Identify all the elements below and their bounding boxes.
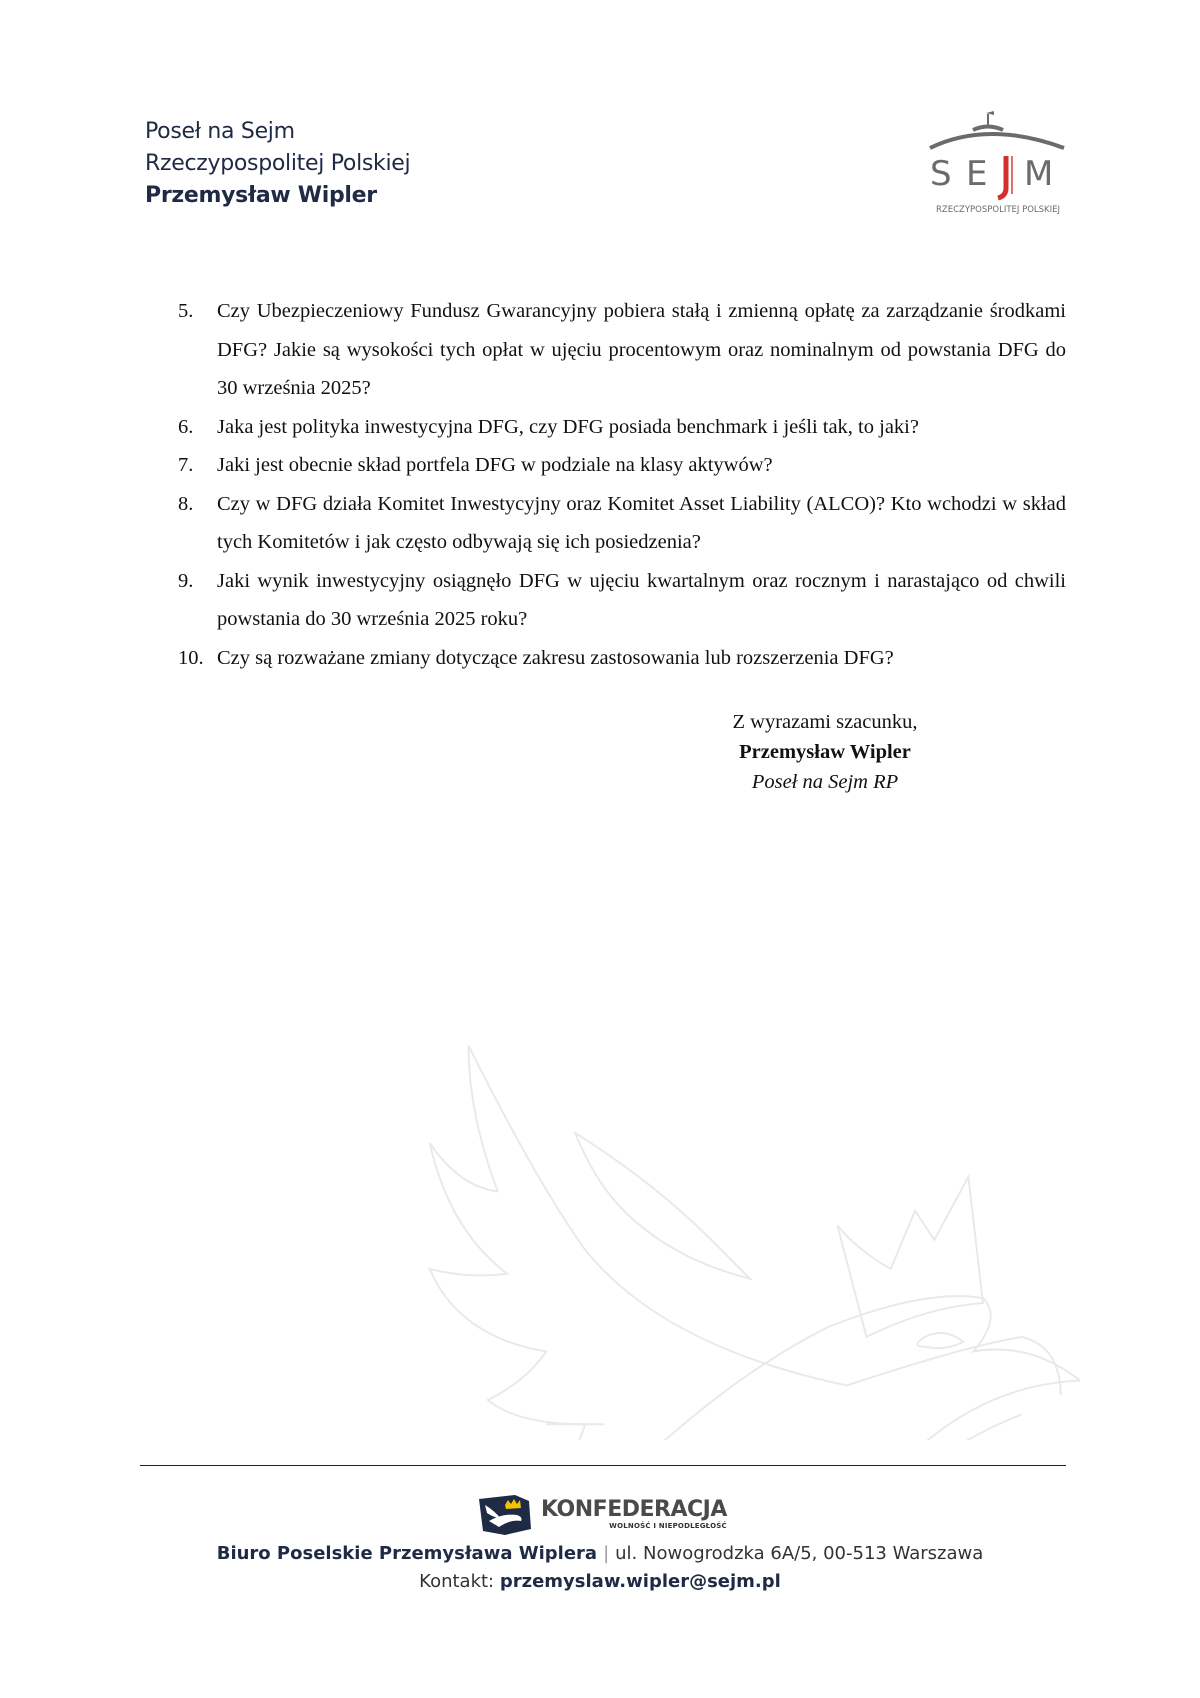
sejm-logo-j-mark: [998, 156, 1006, 198]
letterhead-country: Rzeczypospolitej Polskiej: [145, 151, 411, 176]
signature-title: Poseł na Sejm RP: [751, 771, 899, 793]
svg-text:E: E: [966, 154, 988, 194]
question-item: [178, 485, 1066, 562]
footer-separator: |: [603, 1543, 610, 1564]
konfederacja-logo: [475, 1490, 727, 1538]
question-text: Jaka jest polityka inwestycyjna DFG, czy DFG posiada benchmark i jeśli tak, to jaki?: [217, 415, 919, 438]
signature-name: Przemysław Wipler: [739, 741, 911, 763]
contact-line: [0, 1569, 1200, 1595]
question-item: [178, 639, 1066, 678]
svg-text:M: M: [1024, 154, 1054, 194]
question-number: 9.: [178, 569, 194, 592]
question-text: Czy Ubezpieczeniowy Fundusz Gwarancyjny pobiera stałą i zmienną opłatę za zarządzanie środkami DFG? Jakie są wysokości tych opłat w ujęciu procentowym oraz nominalnym od powstania DFG do 30 września 2025?: [217, 300, 1066, 399]
letterhead-role: Poseł na Sejm: [145, 119, 295, 144]
konfederacja-eagle-icon: [475, 1491, 533, 1537]
question-item: [178, 562, 1066, 639]
question-number: 10.: [178, 646, 204, 669]
letterhead-name: Przemysław Wipler: [145, 183, 377, 208]
signature-block: [700, 707, 950, 797]
question-item: [178, 292, 1066, 408]
question-text: Czy są rozważane zmiany dotyczące zakresu zastosowania lub rozszerzenia DFG?: [217, 646, 894, 669]
office-name: Biuro Poselskie Przemysława Wiplera: [216, 1543, 598, 1564]
sejm-logo: [928, 108, 1068, 218]
question-text: Jaki jest obecnie skład portfela DFG w podziale na klasy aktywów?: [217, 454, 773, 476]
question-number: 5.: [178, 300, 194, 322]
question-text: Jaki wynik inwestycyjny osiągnęło DFG w ujęciu kwartalnym oraz rocznym i narastająco od chwili powstania do 30 września 2025 roku?: [217, 569, 1066, 630]
eagle-watermark-icon: [420, 1030, 1080, 1440]
office-address-line: [0, 1541, 1200, 1567]
footer-divider: [140, 1465, 1066, 1466]
office-address: ul. Nowogrodzka 6A/5, 00-513 Warszawa: [615, 1543, 984, 1564]
sejm-logo-subtitle: RZECZYPOSPOLITEJ POLSKIEJ: [936, 205, 1060, 215]
closing-greeting: Z wyrazami szacunku,: [732, 711, 918, 733]
question-number: 8.: [178, 492, 194, 515]
contact-email-link[interactable]: przemyslaw.wipler@sejm.pl: [499, 1571, 781, 1592]
sejm-dome-icon: [930, 111, 1064, 148]
question-list: [178, 292, 1066, 677]
contact-label: Kontakt:: [419, 1571, 495, 1592]
party-name: KONFEDERACJA: [541, 1496, 727, 1522]
party-tagline: WOLNOŚĆ I NIEPODLEGŁOŚĆ: [609, 1521, 727, 1530]
svg-text:S: S: [930, 154, 954, 194]
question-number: 7.: [178, 454, 194, 476]
question-text: Czy w DFG działa Komitet Inwestycyjny oraz Komitet Asset Liability (ALCO)? Kto wchodzi w skład tych Komitetów i jak często odbywają się ich posiedzenia?: [217, 492, 1066, 553]
letterhead: [145, 116, 410, 212]
question-item: [178, 408, 1066, 447]
question-item: [178, 446, 1066, 485]
question-number: 6.: [178, 415, 194, 438]
